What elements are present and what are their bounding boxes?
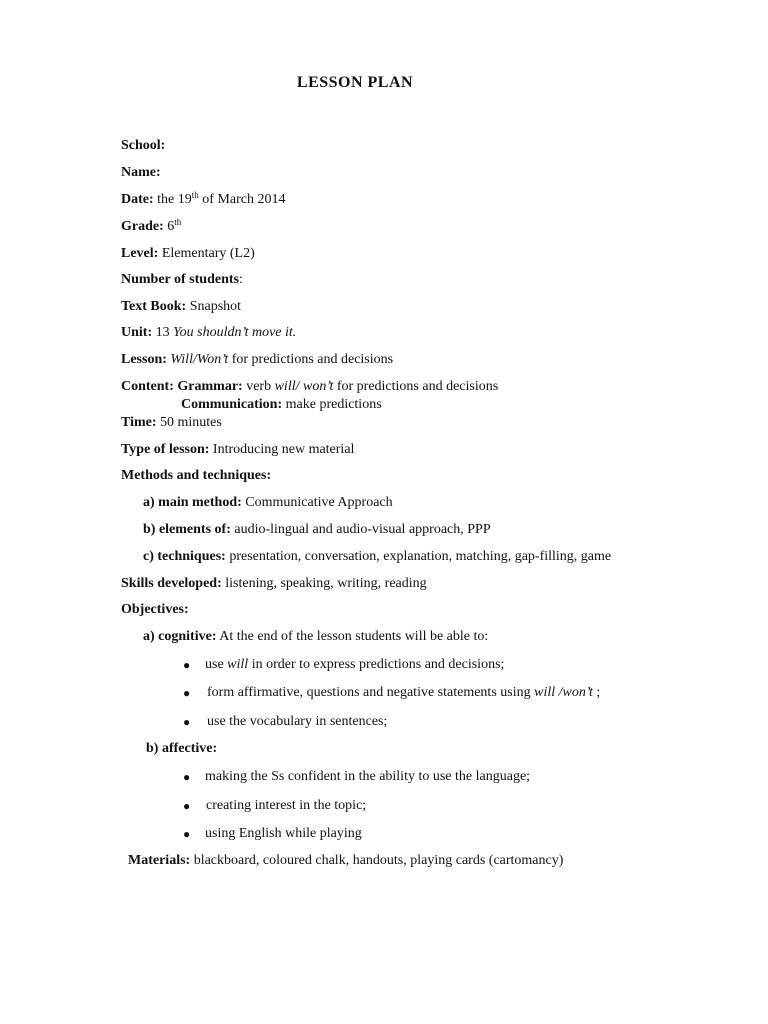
cognitive-line	[143, 628, 488, 646]
text-book-line	[121, 298, 241, 316]
communication-line	[181, 396, 382, 414]
lesson-italic: Will/Won’t	[170, 352, 229, 367]
bullet-icon: ●	[183, 715, 191, 729]
cognitive-label: a) cognitive:	[143, 629, 217, 644]
unit-line	[121, 324, 296, 342]
cognitive-value: At the end of the lesson students will be able to:	[219, 629, 489, 644]
affective-label: b) affective:	[146, 741, 218, 756]
affective-item-text: making the Ss confident in the ability to use the language;	[205, 769, 531, 784]
skills-line	[121, 575, 427, 593]
lesson-label: Lesson:	[121, 352, 167, 367]
text-book-label: Text Book:	[121, 299, 187, 314]
date-value-pre: the 19	[157, 192, 192, 207]
bullet-icon: ●	[183, 658, 191, 672]
grade-line	[121, 218, 181, 236]
cognitive-item-text: use the vocabulary in sentences;	[207, 714, 388, 729]
bullet-icon: ●	[183, 799, 191, 813]
affective-item-text: creating interest in the topic;	[206, 798, 367, 813]
affective-item	[205, 768, 530, 786]
communication-label: Communication:	[181, 397, 283, 412]
elements-line	[143, 521, 491, 539]
name-line	[121, 164, 161, 182]
skills-value: listening, speaking, writing, reading	[225, 576, 427, 591]
name-label: Name:	[121, 165, 161, 180]
techniques-label: c) techniques:	[143, 549, 226, 564]
content-label: Content:	[121, 379, 174, 394]
grammar-italic: will/ won’t	[274, 379, 334, 394]
objectives-heading	[121, 601, 189, 619]
grammar-label: Grammar:	[177, 379, 243, 394]
school-line	[121, 137, 165, 155]
elements-value: audio-lingual and audio-visual approach, PPP	[234, 522, 491, 537]
affective-item	[205, 825, 362, 843]
number-of-students-line	[121, 271, 243, 289]
number-of-students-label: Number of students	[121, 272, 239, 287]
bullet-icon: ●	[183, 770, 191, 784]
skills-label: Skills developed:	[121, 576, 222, 591]
page-title: LESSON PLAN	[296, 74, 414, 91]
type-of-lesson-line	[121, 441, 354, 459]
cognitive-item-text: form affirmative, questions and negative statements using	[207, 685, 535, 700]
main-method-line	[143, 494, 393, 512]
affective-item	[206, 797, 366, 815]
unit-title: You shouldn’t move it.	[173, 325, 297, 340]
grade-label: Grade:	[121, 219, 164, 234]
lesson-line	[121, 351, 393, 369]
cognitive-item-text: use	[205, 657, 228, 672]
date-label: Date:	[121, 192, 154, 207]
content-line	[121, 378, 498, 396]
unit-number: 13	[155, 325, 170, 340]
elements-label: b) elements of:	[143, 522, 231, 537]
cognitive-item-text-post: ;	[592, 685, 601, 700]
grade-value: 6	[167, 219, 175, 234]
type-of-lesson-label: Type of lesson:	[121, 442, 210, 457]
cognitive-item	[205, 656, 504, 674]
date-line	[121, 191, 285, 209]
date-value-sup: th	[191, 190, 199, 200]
materials-label: Materials:	[128, 853, 191, 868]
materials-value: blackboard, coloured chalk, handouts, playing cards (cartomancy)	[193, 853, 564, 868]
grammar-pre: verb	[246, 379, 275, 394]
cognitive-item-text-post: in order to express predictions and decisions;	[248, 657, 505, 672]
grammar-post: for predictions and decisions	[333, 379, 499, 394]
type-of-lesson-value: Introducing new material	[212, 442, 355, 457]
bullet-icon: ●	[183, 686, 191, 700]
bullet-icon: ●	[183, 827, 191, 841]
main-method-value: Communicative Approach	[245, 495, 393, 510]
methods-heading	[121, 467, 271, 485]
lesson-value: for predictions and decisions	[228, 352, 394, 367]
time-value: 50 minutes	[160, 415, 222, 430]
time-label: Time:	[121, 415, 157, 430]
objectives-label: Objectives:	[121, 602, 189, 617]
main-method-label: a) main method:	[143, 495, 242, 510]
cognitive-item-italic: will /won’t	[534, 685, 593, 700]
unit-label: Unit:	[121, 325, 153, 340]
grade-value-sup: th	[174, 217, 182, 227]
number-of-students-colon: :	[238, 272, 243, 287]
communication-value: make predictions	[285, 397, 382, 412]
materials-line	[128, 852, 563, 870]
techniques-value: presentation, conversation, explanation, matching, gap-filling, game	[229, 549, 612, 564]
methods-label: Methods and techniques:	[121, 468, 272, 483]
level-label: Level:	[121, 246, 159, 261]
cognitive-item	[207, 684, 600, 702]
techniques-line	[143, 548, 611, 566]
date-value-post: of March 2014	[198, 192, 286, 207]
cognitive-item	[207, 713, 387, 731]
level-line	[121, 245, 255, 263]
time-line	[121, 414, 222, 432]
cognitive-item-italic: will	[227, 657, 249, 672]
level-value: Elementary (L2)	[161, 246, 255, 261]
text-book-value: Snapshot	[189, 299, 242, 314]
school-label: School:	[121, 138, 166, 153]
affective-item-text: using English while playing	[205, 826, 362, 841]
affective-line	[146, 740, 217, 758]
